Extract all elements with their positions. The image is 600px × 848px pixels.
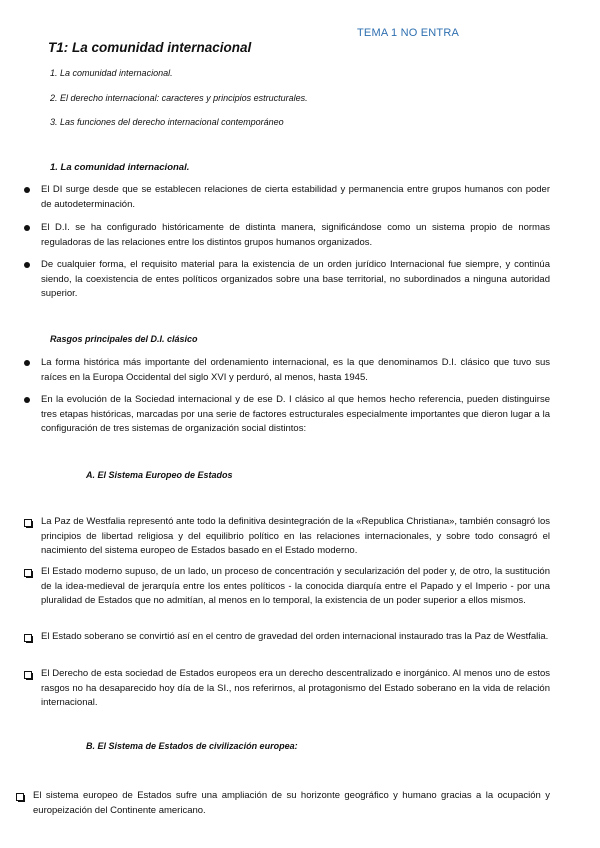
section-1-paragraph-2: El D.I. se ha configurado históricamente de distinta manera, significándose como un sistema propio de normas reguladoras de las relaciones entre los distintos grupos humanos organizados. xyxy=(41,222,550,248)
section-2-heading: Rasgos principales del D.I. clásico xyxy=(50,334,198,344)
section-1-heading: 1. La comunidad internacional. xyxy=(50,162,190,173)
checkbox-bullet-icon xyxy=(24,518,33,527)
section-1-paragraph-3: De cualquier forma, el requisito material para la existencia de un orden jurídico Internacional fue siempre, y continúa siendo, la coexistencia de entes políticos organizados sobre una base territorial, no subordinados a ninguna autoridad superior. xyxy=(41,259,550,299)
bullet-dot-icon xyxy=(24,397,30,403)
subsection-a-paragraph-4: El Derecho de esta sociedad de Estados europeos era un derecho descentralizado e inorgánico. Al menos uno de estos rasgos no ha desaparecido hoy día de la SI., nos referirnos, al protagonismo del Estado soberano en la vida de relación internacional. xyxy=(41,668,550,708)
subsection-b-paragraph-1: El sistema europeo de Estados sufre una ampliación de su horizonte geográfico y humano gracias a la ocupación y europeización del Continente americano. xyxy=(33,790,550,816)
bullet-dot-icon xyxy=(24,262,30,268)
subsection-b-heading: B. El Sistema de Estados de civilización europea: xyxy=(86,741,298,751)
subsection-a-paragraph-2: El Estado moderno supuso, de un lado, un proceso de concentración y secularización del poder y, de otro, la sustitución de la idea-medieval de jerarquía entre los entes políticos - la conocida diarquía entre el Papado y el Imperio - por una pluralidad de Estados que no admitían, al menos en lo temporal, la existencia de un poder superior a ellos mismos. xyxy=(41,566,550,606)
section-2-paragraph-2: En la evolución de la Sociedad internacional y de ese D. I clásico al que hemos hecho referencia, pueden distinguirse tres etapas históricas, marcadas por una serie de factores estructurales especialmente importantes que dieron lugar a la configuración de tres sistemas de organización social distintos: xyxy=(41,394,550,434)
subsection-a-paragraph-1: La Paz de Westfalia representó ante todo la definitiva desintegración de la «Republica Christiana», también consagró los principios de libertad religiosa y del equilibrio político en las relaciones internacionales, y sobre todo consagró el nacimiento del sistema europeo de Estados basado en el Estado moderno. xyxy=(41,516,550,556)
section-1-paragraph-1: El DI surge desde que se establecen relaciones de cierta estabilidad y permanencia entre grupos humanos con poder de autodeterminación. xyxy=(41,184,550,210)
bullet-dot-icon xyxy=(24,360,30,366)
subsection-a-heading: A. El Sistema Europeo de Estados xyxy=(86,470,233,480)
checkbox-bullet-icon xyxy=(16,792,25,801)
checkbox-bullet-icon xyxy=(24,633,33,642)
checkbox-bullet-icon xyxy=(24,568,33,577)
subsection-a-paragraph-3: El Estado soberano se convirtió así en el centro de gravedad del orden internacional instaurado tras la Paz de Westfalia. xyxy=(41,631,549,642)
toc-item-3: 3. Las funciones del derecho internacional contemporáneo xyxy=(50,117,284,127)
header-tag: TEMA 1 NO ENTRA xyxy=(357,27,460,39)
checkbox-bullet-icon xyxy=(24,670,33,679)
page-title: T1: La comunidad internacional xyxy=(48,40,252,55)
section-2-paragraph-1: La forma histórica más importante del ordenamiento internacional, es la que denominamos D.I. clásico que tuvo sus raíces en la Europa Occidental del siglo XVI y perduró, al menos, hasta 1945. xyxy=(41,357,550,383)
bullet-dot-icon xyxy=(24,187,30,193)
toc-item-1: 1. La comunidad internacional. xyxy=(50,68,173,78)
bullet-dot-icon xyxy=(24,225,30,231)
toc-item-2: 2. El derecho internacional: caracteres y principios estructurales. xyxy=(50,93,308,103)
